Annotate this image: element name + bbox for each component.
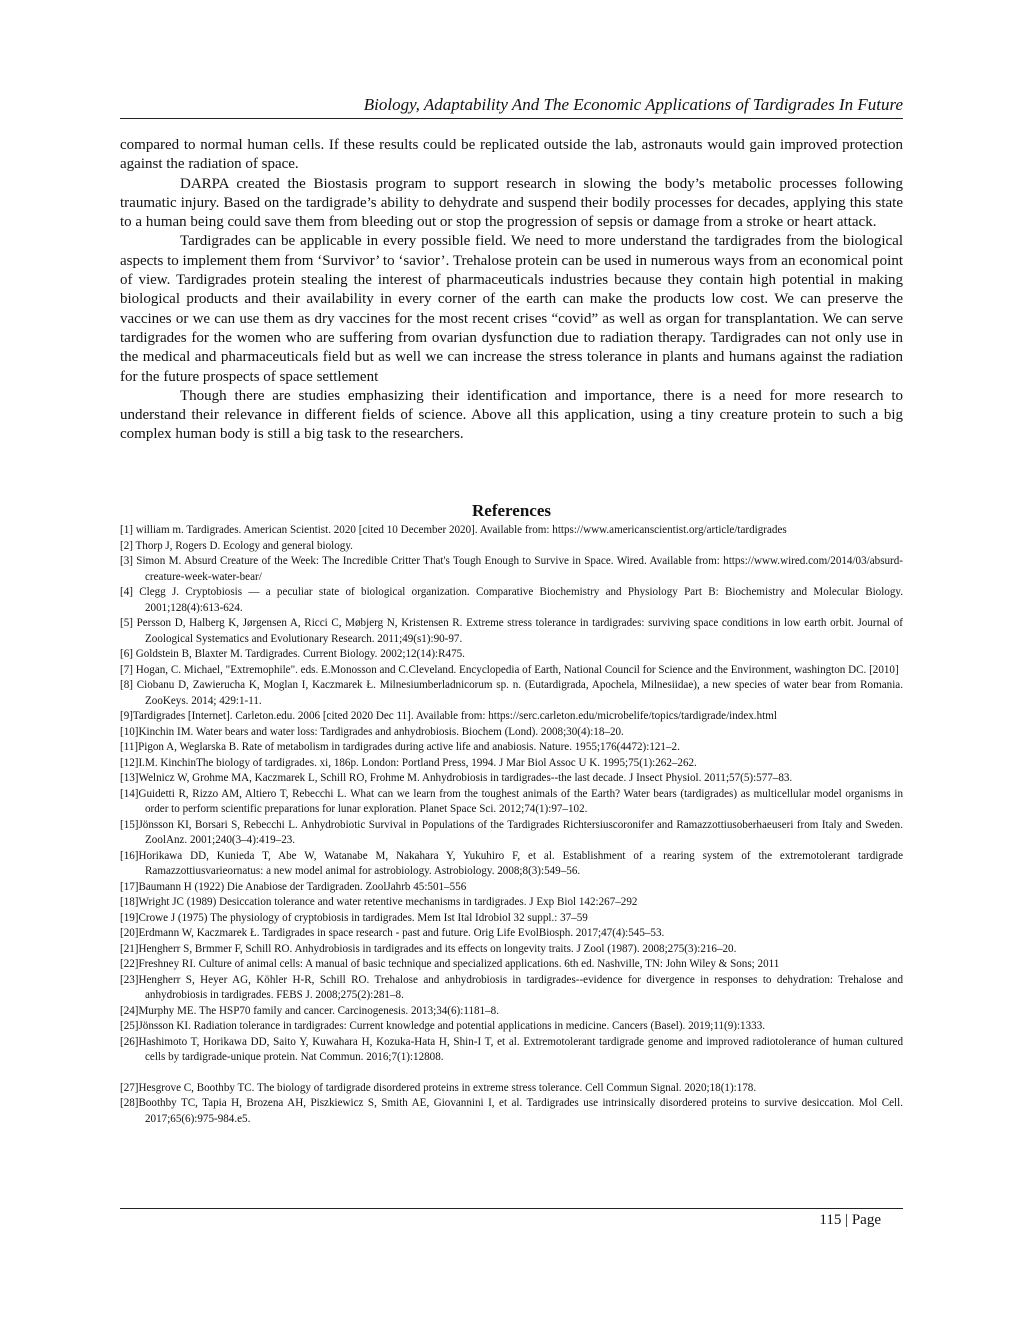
paragraph: compared to normal human cells. If these results could be replicated outside the lab, astronauts would gain improved protection against the radiation of space. (120, 137, 903, 173)
references-heading: References (472, 501, 551, 520)
reference-item: [19]Crowe J (1975) The physiology of cryptobiosis in tardigrades. Mem Ist Ital Idrobiol 32 suppl.: 37–59 (120, 911, 588, 924)
reference-item: [17]Baumann H (1922) Die Anabiose der Tardigraden. ZoolJahrb 45:501–556 (120, 880, 467, 893)
page-number: 115 | Page (819, 1212, 881, 1228)
reference-list (120, 523, 903, 1127)
reference-item: [12]I.M. KinchinThe biology of tardigrades. xi, 186p. London: Portland Press, 1994. J Mar Biol Assoc U K. 1995;75(1):262–262. (120, 756, 697, 769)
footer-rule (120, 1208, 903, 1209)
document-page (120, 0, 903, 1325)
reference-item: [7] Hogan, C. Michael, "Extremophile". eds. E.Monosson and C.Cleveland. Encyclopedia of Earth, National Council for Science and the Environment, washington DC. [2010] (120, 663, 899, 676)
reference-item: [14]Guidetti R, Rizzo AM, Altiero T, Rebecchi L. What can we learn from the toughest animals of the Earth? Water bears (tardigrades) as multicellular model organisms in order to perform scientific preparations for lunar exploration. Planet Space Sci. 2012;74(1):97–102. (120, 787, 903, 815)
reference-item: [20]Erdmann W, Kaczmarek Ł. Tardigrades in space research - past and future. Orig Life EvolBiosph. 2017;47(4):545–53. (120, 927, 665, 939)
body-text (120, 136, 903, 445)
reference-item: [28]Boothby TC, Tapia H, Brozena AH, Piszkiewicz S, Smith AE, Giovannini I, et al. Tardigrades use intrinsically disordered proteins to survive desiccation. Mol Cell. 2017;65(6):975-984.e5. (120, 1097, 903, 1125)
reference-item: [15]Jönsson KI, Borsari S, Rebecchi L. Anhydrobiotic Survival in Populations of the Tardigrades Richtersiuscoronifer and Ramazzottiusoberhaeuseri from Italy and Sweden. ZoolAnz. 2001;240(3–4):419–23. (120, 818, 903, 846)
reference-item: [22]Freshney RI. Culture of animal cells: A manual of basic technique and specialized applications. 6th ed. Nashville, TN: John Wiley & Sons; 2011 (120, 958, 780, 970)
reference-item: [8] Ciobanu D, Zawierucha K, Moglan I, Kaczmarek Ł. Milnesiumberladnicorum sp. n. (Eutardigrada, Apochela, Milnesiidae), a new species of water bear from Romania. ZooKeys. 2014; 429:1-11. (120, 679, 903, 707)
reference-item: [4] Clegg J. Cryptobiosis — a peculiar state of biological organization. Comparative Biochemistry and Physiology Part B: Biochemistry and Molecular Biology. 2001;128(4):613-624. (120, 586, 903, 614)
reference-item: [26]Hashimoto T, Horikawa DD, Saito Y, Kuwahara H, Kozuka-Hata H, Shin-I T, et al. Extremotolerant tardigrade genome and improved radiotolerance of human cultured cells by tardigrade-unique protein. Nat Commun. 2016;7(1):12808. (120, 1035, 903, 1063)
reference-item: [3] Simon M. Absurd Creature of the Week: The Incredible Critter That's Tough Enough to Survive in Space. Wired. Available from: https://www.wired.com/2014/03/absurd-creature-week-water-bear/ (120, 555, 903, 583)
paragraph: Though there are studies emphasizing their identification and importance, there is a need for more research to understand their relevance in different fields of science. Above all this application, using a tiny creature protein to such a big complex human body is still a big task to the researchers. (120, 387, 903, 443)
reference-item: [2] Thorp J, Rogers D. Ecology and general biology. (120, 539, 353, 552)
reference-item: [18]Wright JC (1989) Desiccation tolerance and water retentive mechanisms in tardigrades. J Exp Biol 142:267–292 (120, 896, 638, 908)
reference-item: [6] Goldstein B, Blaxter M. Tardigrades. Current Biology. 2002;12(14):R475. (120, 648, 465, 660)
running-title: Biology, Adaptability And The Economic Applications of Tardigrades In Future (363, 95, 903, 114)
reference-item: [13]Welnicz W, Grohme MA, Kaczmarek L, Schill RO, Frohme M. Anhydrobiosis in tardigrades--the last decade. J Insect Physiol. 2011;57(5):577–83. (120, 772, 793, 784)
reference-item: [1] william m. Tardigrades. American Scientist. 2020 [cited 10 December 2020]. Available from: https://www.americanscientist.org/article/tardigrades (120, 524, 787, 536)
reference-item: [10]Kinchin IM. Water bears and water loss: Tardigrades and anhydrobiosis. Biochem (Lond). 2008;30(4):18–20. (120, 725, 624, 738)
reference-item: [21]Hengherr S, Brmmer F, Schill RO. Anhydrobiosis in tardigrades and its effects on longevity traits. J Zool (1987). 2008;275(3):216–20. (120, 942, 737, 955)
reference-item: [11]Pigon A, Weglarska B. Rate of metabolism in tardigrades during active life and anabiosis. Nature. 1955;176(4472):121–2. (120, 741, 680, 753)
reference-item: [23]Hengherr S, Heyer AG, Köhler H-R, Schill RO. Trehalose and anhydrobiosis in tardigrades--evidence for divergence in responses to dehydration: Trehalose and anhydrobiosis in tardigrades. FEBS J. 2008;275(2):281–8. (120, 973, 903, 1001)
header-rule (120, 118, 903, 119)
reference-item: [25]Jönsson KI. Radiation tolerance in tardigrades: Current knowledge and potential applications in medicine. Cancers (Basel). 2019;11(9):1333. (120, 1020, 766, 1032)
reference-item: [5] Persson D, Halberg K, Jørgensen A, Ricci C, Møbjerg N, Kristensen R. Extreme stress tolerance in tardigrades: surviving space conditions in low earth orbit. Journal of Zoological Systematics and Evolutionary Research. 2011;49(s1):90-97. (120, 617, 903, 645)
reference-item: [16]Horikawa DD, Kunieda T, Abe W, Watanabe M, Nakahara Y, Yukuhiro F, et al. Establishment of a rearing system of the extremotolerant tardigrade Ramazzottiusvarieornatus: a new model animal for astrobiology. Astrobiology. 2008;8(3):549–56. (120, 849, 903, 877)
paragraph: DARPA created the Biostasis program to support research in slowing the body’s metabolic processes following traumatic injury. Based on the tardigrade’s ability to dehydrate and suspend their bodily processes for decades, applying this state to a human being could save them from bleeding out or stop the progression of sepsis or damage from a stroke or heart attack. (120, 175, 903, 231)
reference-item: [27]Hesgrove C, Boothby TC. The biology of tardigrade disordered proteins in extreme stress tolerance. Cell Commun Signal. 2020;18(1):178. (120, 1081, 757, 1094)
paragraph: Tardigrades can be applicable in every possible field. We need to more understand the tardigrades from the biological aspects to implement them from ‘Survivor’ to ‘savior’. Trehalose protein can be used in numerous ways from an economical point of view. Tardigrades protein stealing the interest of pharmaceuticals industries because they contain high potential in making biological products and their availability in every corner of the earth can make the products low cost. We can preserve the vaccines or we can use them as dry vaccines for the most recent crises “covid” as well as organ for transplantation. We can serve tardigrades for the women who are suffering from ovarian dysfunction due to radiation therapy. Tardigrades can not only use in the medical and pharmaceuticals field but as well we can increase the stress tolerance in plants and humans against the radiation for the future prospects of space settlement (120, 233, 903, 385)
reference-item: [9]Tardigrades [Internet]. Carleton.edu. 2006 [cited 2020 Dec 11]. Available from: https://serc.carleton.edu/microbelife/topics/tardigrade/index.html (120, 710, 777, 722)
reference-item: [24]Murphy ME. The HSP70 family and cancer. Carcinogenesis. 2013;34(6):1181–8. (120, 1004, 499, 1017)
